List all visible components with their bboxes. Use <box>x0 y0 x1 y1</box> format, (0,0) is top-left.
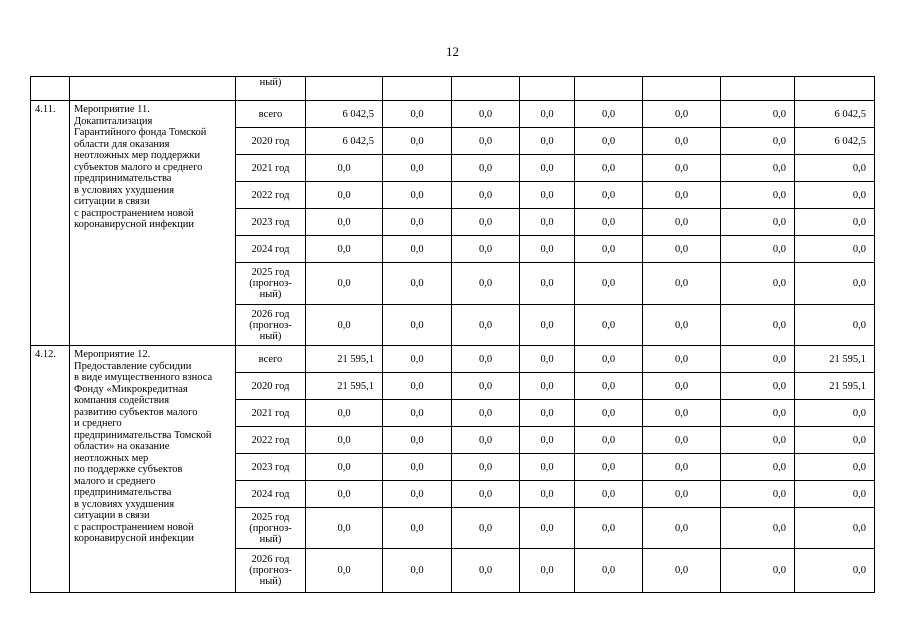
value-cell: 0,0 <box>643 346 721 373</box>
value-cell: 0,0 <box>383 549 452 593</box>
value-cell: 0,0 <box>383 209 452 236</box>
value-cell: 0,0 <box>306 549 383 593</box>
year-cell: 2022 год <box>236 182 306 209</box>
value-cell: 0,0 <box>520 209 575 236</box>
value-cell: 0,0 <box>452 155 520 182</box>
year-cell: 2022 год <box>236 427 306 454</box>
value-cell: 0,0 <box>306 155 383 182</box>
value-cell: 0,0 <box>575 454 643 481</box>
value-cell: 0,0 <box>452 427 520 454</box>
value-cell: 0,0 <box>520 263 575 305</box>
value-cell: 0,0 <box>643 128 721 155</box>
value-cell: 6 042,5 <box>306 101 383 128</box>
value-cell: 0,0 <box>575 263 643 305</box>
value-cell: 0,0 <box>575 508 643 549</box>
value-cell: 0,0 <box>575 346 643 373</box>
value-cell: 0,0 <box>575 155 643 182</box>
value-cell: 0,0 <box>795 305 875 346</box>
value-cell: 0,0 <box>795 263 875 305</box>
value-cell: 0,0 <box>795 508 875 549</box>
value-cell: 0,0 <box>643 182 721 209</box>
value-cell: 0,0 <box>643 454 721 481</box>
value-cell: 0,0 <box>452 400 520 427</box>
value-cell: 0,0 <box>643 508 721 549</box>
year-cell: 2020 год <box>236 373 306 400</box>
table-cell <box>575 77 643 101</box>
value-cell: 0,0 <box>306 182 383 209</box>
value-cell: 0,0 <box>452 549 520 593</box>
value-cell: 0,0 <box>575 305 643 346</box>
value-cell: 0,0 <box>795 400 875 427</box>
value-cell: 0,0 <box>452 209 520 236</box>
year-cell: 2024 год <box>236 481 306 508</box>
value-cell: 0,0 <box>383 182 452 209</box>
value-cell: 0,0 <box>383 427 452 454</box>
table-cell <box>383 77 452 101</box>
year-cell: 2021 год <box>236 400 306 427</box>
value-cell: 21 595,1 <box>795 346 875 373</box>
value-cell: 0,0 <box>383 373 452 400</box>
value-cell: 0,0 <box>575 549 643 593</box>
value-cell: 0,0 <box>452 236 520 263</box>
value-cell: 0,0 <box>520 373 575 400</box>
table-cell <box>31 77 70 101</box>
value-cell: 0,0 <box>383 236 452 263</box>
year-cell: 2023 год <box>236 454 306 481</box>
budget-table <box>30 76 875 593</box>
value-cell: 0,0 <box>520 155 575 182</box>
value-cell: 0,0 <box>721 427 795 454</box>
value-cell: 0,0 <box>383 155 452 182</box>
value-cell: 0,0 <box>383 305 452 346</box>
year-cell: всего <box>236 346 306 373</box>
table-cell <box>721 77 795 101</box>
table-cell <box>452 77 520 101</box>
value-cell: 0,0 <box>452 454 520 481</box>
year-cell: 2021 год <box>236 155 306 182</box>
value-cell: 0,0 <box>306 427 383 454</box>
year-cell: 2024 год <box>236 236 306 263</box>
value-cell: 0,0 <box>520 128 575 155</box>
continuation-row <box>31 77 875 101</box>
value-cell: 0,0 <box>520 454 575 481</box>
value-cell: 0,0 <box>575 373 643 400</box>
value-cell: 0,0 <box>721 454 795 481</box>
value-cell: 0,0 <box>306 481 383 508</box>
value-cell: 0,0 <box>306 209 383 236</box>
value-cell: 0,0 <box>721 236 795 263</box>
value-cell: 0,0 <box>795 454 875 481</box>
table-cell <box>306 77 383 101</box>
value-cell: 0,0 <box>452 101 520 128</box>
value-cell: 0,0 <box>575 101 643 128</box>
value-cell: 0,0 <box>795 155 875 182</box>
value-cell: 0,0 <box>795 549 875 593</box>
value-cell: 6 042,5 <box>306 128 383 155</box>
value-cell: 0,0 <box>575 209 643 236</box>
value-cell: 0,0 <box>575 427 643 454</box>
value-cell: 0,0 <box>520 346 575 373</box>
value-cell: 0,0 <box>643 101 721 128</box>
value-cell: 0,0 <box>520 508 575 549</box>
value-cell: 0,0 <box>306 454 383 481</box>
value-cell: 0,0 <box>383 263 452 305</box>
value-cell: 0,0 <box>575 400 643 427</box>
value-cell: 0,0 <box>721 128 795 155</box>
value-cell: 0,0 <box>306 400 383 427</box>
value-cell: 0,0 <box>520 236 575 263</box>
year-cell: 2020 год <box>236 128 306 155</box>
value-cell: 0,0 <box>721 549 795 593</box>
value-cell: 0,0 <box>795 236 875 263</box>
value-cell: 0,0 <box>452 263 520 305</box>
value-cell: 0,0 <box>643 236 721 263</box>
year-cell: 2025 год (прогноз- ный) <box>236 263 306 305</box>
page-number: 12 <box>446 44 459 59</box>
value-cell: 0,0 <box>452 182 520 209</box>
value-cell: 0,0 <box>795 481 875 508</box>
value-cell: 0,0 <box>575 128 643 155</box>
value-cell: 0,0 <box>721 182 795 209</box>
value-cell: 0,0 <box>721 508 795 549</box>
value-cell: 0,0 <box>383 400 452 427</box>
value-cell: 0,0 <box>383 481 452 508</box>
value-cell: 6 042,5 <box>795 128 875 155</box>
value-cell: 0,0 <box>721 346 795 373</box>
item-index: 4.11. <box>31 101 70 346</box>
value-cell: 0,0 <box>383 346 452 373</box>
value-cell: 0,0 <box>575 182 643 209</box>
value-cell: 0,0 <box>520 481 575 508</box>
value-cell: 0,0 <box>452 508 520 549</box>
value-cell: 0,0 <box>643 549 721 593</box>
value-cell: 0,0 <box>520 182 575 209</box>
value-cell: 0,0 <box>520 549 575 593</box>
value-cell: 0,0 <box>643 263 721 305</box>
value-cell: 6 042,5 <box>795 101 875 128</box>
value-cell: 21 595,1 <box>306 373 383 400</box>
value-cell: 0,0 <box>721 373 795 400</box>
value-cell: 0,0 <box>721 481 795 508</box>
value-cell: 0,0 <box>643 400 721 427</box>
year-cell: всего <box>236 101 306 128</box>
value-cell: 0,0 <box>643 155 721 182</box>
table-cell <box>643 77 721 101</box>
year-cell: 2026 год (прогноз- ный) <box>236 549 306 593</box>
value-cell: 21 595,1 <box>306 346 383 373</box>
value-cell: 0,0 <box>721 209 795 236</box>
value-cell: 0,0 <box>520 400 575 427</box>
value-cell: 0,0 <box>520 101 575 128</box>
item-description: Мероприятие 12. Предоставление субсидии в виде имущественного взноса Фонду «Микрокредитная компания содействия развитию субъектов малого и среднего предпринимательства Томской области» на оказание неотложных мер по поддержке субъектов малого и среднего предпринимательства в условиях ухудшения ситуации в связи с распространением новой коронавирусной инфекции <box>70 346 236 593</box>
table-cell <box>70 77 236 101</box>
value-cell: 0,0 <box>575 481 643 508</box>
year-cell: 2023 год <box>236 209 306 236</box>
value-cell: 0,0 <box>452 346 520 373</box>
value-cell: 0,0 <box>452 128 520 155</box>
value-cell: 0,0 <box>452 373 520 400</box>
value-cell: 0,0 <box>306 263 383 305</box>
value-cell: 0,0 <box>795 427 875 454</box>
value-cell: 0,0 <box>575 236 643 263</box>
value-cell: 0,0 <box>520 305 575 346</box>
year-cell: 2026 год (прогноз- ный) <box>236 305 306 346</box>
value-cell: 0,0 <box>383 128 452 155</box>
value-cell: 0,0 <box>721 400 795 427</box>
value-cell: 0,0 <box>795 182 875 209</box>
value-cell: 0,0 <box>643 427 721 454</box>
value-cell: 0,0 <box>643 373 721 400</box>
value-cell: 0,0 <box>795 209 875 236</box>
item-index: 4.12. <box>31 346 70 593</box>
item-description: Мероприятие 11. Докапитализация Гарантийного фонда Томской области для оказания неотложных мер поддержки субъектов малого и среднего предпринимательства в условиях ухудшения ситуации в связи с распространением новой коронавирусной инфекции <box>70 101 236 346</box>
value-cell: 0,0 <box>721 263 795 305</box>
table-row <box>31 346 875 373</box>
value-cell: 0,0 <box>721 305 795 346</box>
table-cell <box>795 77 875 101</box>
value-cell: 21 595,1 <box>795 373 875 400</box>
value-cell: 0,0 <box>643 305 721 346</box>
value-cell: 0,0 <box>306 508 383 549</box>
value-cell: 0,0 <box>643 481 721 508</box>
value-cell: 0,0 <box>721 101 795 128</box>
value-cell: 0,0 <box>306 305 383 346</box>
value-cell: 0,0 <box>383 454 452 481</box>
value-cell: 0,0 <box>721 155 795 182</box>
year-cell: ный) <box>236 77 306 101</box>
year-cell: 2025 год (прогноз- ный) <box>236 508 306 549</box>
table-row <box>31 101 875 128</box>
value-cell: 0,0 <box>452 305 520 346</box>
value-cell: 0,0 <box>306 236 383 263</box>
value-cell: 0,0 <box>520 427 575 454</box>
value-cell: 0,0 <box>383 101 452 128</box>
value-cell: 0,0 <box>383 508 452 549</box>
table-cell <box>520 77 575 101</box>
value-cell: 0,0 <box>643 209 721 236</box>
value-cell: 0,0 <box>452 481 520 508</box>
